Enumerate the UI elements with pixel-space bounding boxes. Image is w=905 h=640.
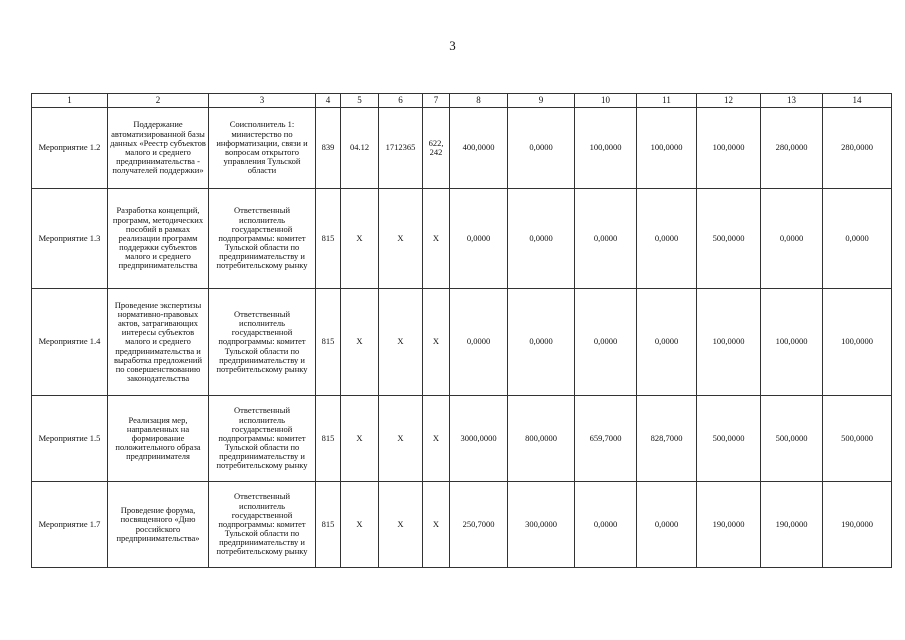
col-10: 0,0000 <box>575 189 637 289</box>
header-cell: 13 <box>761 94 823 108</box>
executor: Ответственный исполнитель государственной подпрограммы: комитет Тульской области по предпринимательству и потребительскому рынку <box>209 189 316 289</box>
col-11: 0,0000 <box>637 482 697 568</box>
col-9: 800,0000 <box>508 396 575 482</box>
col-6: 1712365 <box>379 108 423 189</box>
col-14: 0,0000 <box>823 189 892 289</box>
col-4: 815 <box>316 289 341 396</box>
activity-name: Поддержание автоматизированной базы данных «Реестр субъектов малого и среднего предпринимательства - получателей поддержки» <box>108 108 209 189</box>
col-14: 190,0000 <box>823 482 892 568</box>
col-12: 500,0000 <box>697 189 761 289</box>
table-header-row <box>32 94 892 108</box>
executor: Ответственный исполнитель государственной подпрограммы: комитет Тульской области по предпринимательству и потребительскому рынку <box>209 289 316 396</box>
col-10: 100,0000 <box>575 108 637 189</box>
col-11: 100,0000 <box>637 108 697 189</box>
col-9: 300,0000 <box>508 482 575 568</box>
col-5: 04.12 <box>341 108 379 189</box>
col-14: 100,0000 <box>823 289 892 396</box>
executor: Соисполнитель 1: министерство по информатизации, связи и вопросам открытого управления Тульской области <box>209 108 316 189</box>
col-5: X <box>341 189 379 289</box>
col-13: 0,0000 <box>761 189 823 289</box>
col-9: 0,0000 <box>508 289 575 396</box>
header-cell: 9 <box>508 94 575 108</box>
col-7: X <box>423 396 450 482</box>
col-7: X <box>423 482 450 568</box>
col-11: 0,0000 <box>637 289 697 396</box>
header-cell: 7 <box>423 94 450 108</box>
col-12: 100,0000 <box>697 108 761 189</box>
col-5: X <box>341 396 379 482</box>
col-13: 100,0000 <box>761 289 823 396</box>
activity-name: Реализация мер, направленных на формирование положительного образа предпринимателя <box>108 396 209 482</box>
col-6: X <box>379 289 423 396</box>
header-cell: 12 <box>697 94 761 108</box>
col-5: X <box>341 482 379 568</box>
activity-name: Проведение форума, посвященного «Дню российского предпринимательства» <box>108 482 209 568</box>
activity-name: Разработка концепций, программ, методических пособий в рамках реализации программ поддержки субъектов малого и среднего предпринимательства <box>108 189 209 289</box>
activity-id: Мероприятие 1.2 <box>32 108 108 189</box>
activity-id: Мероприятие 1.7 <box>32 482 108 568</box>
col-6: X <box>379 189 423 289</box>
executor: Ответственный исполнитель государственной подпрограммы: комитет Тульской области по предпринимательству и потребительскому рынку <box>209 396 316 482</box>
header-cell: 4 <box>316 94 341 108</box>
header-cell: 8 <box>450 94 508 108</box>
col-8: 3000,0000 <box>450 396 508 482</box>
col-10: 659,7000 <box>575 396 637 482</box>
col-12: 100,0000 <box>697 289 761 396</box>
col-13: 500,0000 <box>761 396 823 482</box>
header-cell: 2 <box>108 94 209 108</box>
activity-id: Мероприятие 1.3 <box>32 189 108 289</box>
col-12: 500,0000 <box>697 396 761 482</box>
col-8: 0,0000 <box>450 189 508 289</box>
header-cell: 11 <box>637 94 697 108</box>
col-9: 0,0000 <box>508 108 575 189</box>
col-7: X <box>423 289 450 396</box>
header-cell: 10 <box>575 94 637 108</box>
col-13: 280,0000 <box>761 108 823 189</box>
col-6: X <box>379 396 423 482</box>
activity-id: Мероприятие 1.5 <box>32 396 108 482</box>
page-number: 3 <box>449 38 456 53</box>
col-12: 190,0000 <box>697 482 761 568</box>
table-row <box>32 189 892 289</box>
col-8: 250,7000 <box>450 482 508 568</box>
col-11: 0,0000 <box>637 189 697 289</box>
executor: Ответственный исполнитель государственной подпрограммы: комитет Тульской области по предпринимательству и потребительскому рынку <box>209 482 316 568</box>
col-8: 0,0000 <box>450 289 508 396</box>
header-cell: 14 <box>823 94 892 108</box>
header-cell: 5 <box>341 94 379 108</box>
col-7: X <box>423 189 450 289</box>
col-8: 400,0000 <box>450 108 508 189</box>
header-cell: 1 <box>32 94 108 108</box>
col-10: 0,0000 <box>575 482 637 568</box>
table-row <box>32 482 892 568</box>
col-4: 839 <box>316 108 341 189</box>
header-cell: 3 <box>209 94 316 108</box>
table-row <box>32 396 892 482</box>
col-4: 815 <box>316 396 341 482</box>
activity-id: Мероприятие 1.4 <box>32 289 108 396</box>
col-9: 0,0000 <box>508 189 575 289</box>
col-5: X <box>341 289 379 396</box>
col-13: 190,0000 <box>761 482 823 568</box>
table-row <box>32 108 892 189</box>
col-4: 815 <box>316 189 341 289</box>
col-7: 622, 242 <box>423 108 450 189</box>
col-4: 815 <box>316 482 341 568</box>
col-14: 500,0000 <box>823 396 892 482</box>
col-10: 0,0000 <box>575 289 637 396</box>
col-6: X <box>379 482 423 568</box>
header-cell: 6 <box>379 94 423 108</box>
table-row <box>32 289 892 396</box>
col-11: 828,7000 <box>637 396 697 482</box>
activity-name: Проведение экспертизы нормативно-правовых актов, затрагивающих интересы субъектов малого и среднего предпринимательства и выработка предложений по совершенствованию законодательства <box>108 289 209 396</box>
budget-table <box>31 93 892 568</box>
col-14: 280,0000 <box>823 108 892 189</box>
